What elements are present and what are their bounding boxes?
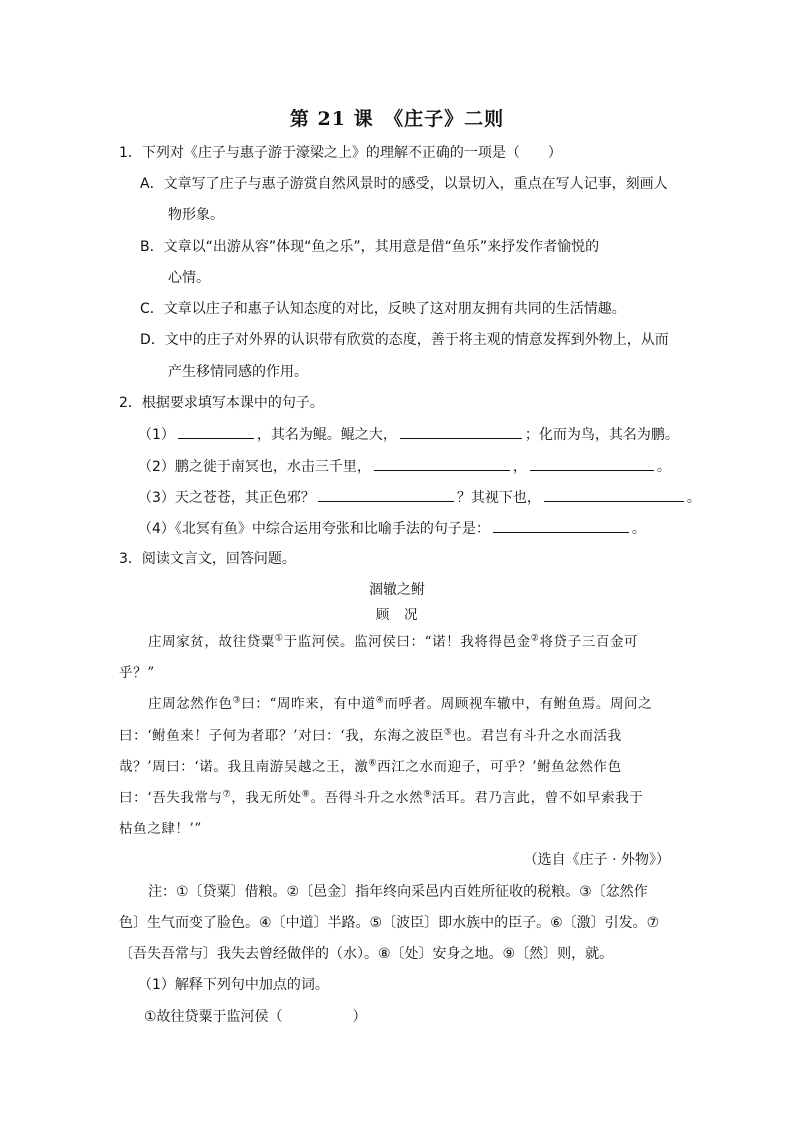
p2-text-g: 西江之水而迎子，可乎？’鲋鱼忿然作色	[377, 759, 622, 775]
fill-2-suffix: 。	[656, 459, 671, 475]
option-a-line-2: 物形象。	[168, 207, 224, 223]
passage-title: 涸辙之鲋	[369, 582, 425, 598]
passage-p2-line-2	[119, 726, 622, 746]
option-a-line-1: A．文章写了庄子与惠子游赏自然风景时的感受，以景切入，重点在写人记事，刻画人	[140, 176, 668, 192]
note-marker-3: ③	[232, 695, 242, 706]
p1-text-a: 庄周家贫，故往贷粟	[148, 634, 275, 650]
passage-source: （选自《庄子 · 外物》）	[523, 852, 670, 868]
p2-text-k: 活耳。君乃言此，曾不如早索我于	[431, 790, 644, 806]
fill-3-mid: ？其视下也，	[456, 490, 541, 506]
subquestion-1: （1）解释下列句中加点的词。	[138, 977, 329, 993]
passage-p1-line-1	[148, 632, 638, 652]
p2-text-c: 而呼者。周顾视车辙中，有鲋鱼焉。周问之	[384, 696, 653, 712]
p1-text-c: 将贷子三百金可	[539, 634, 639, 650]
question-2-stem: 2．根据要求填写本课中的句子。	[119, 395, 324, 411]
passage-author: 顾 况	[375, 607, 419, 623]
option-d-line-2: 产生移情同感的作用。	[168, 364, 308, 380]
answer-blank-4[interactable]	[493, 518, 629, 533]
subquestion-1-item-1: ①故往贷粟于监河侯（ ）	[144, 1009, 367, 1025]
note-marker-7: ⑦	[222, 789, 232, 800]
p2-text-e: 也。君岂有斗升之水而活我	[452, 728, 622, 744]
note-marker-8: ⑧	[301, 789, 311, 800]
answer-blank-1b[interactable]	[400, 424, 522, 439]
answer-blank-2a[interactable]	[374, 456, 510, 471]
question-1-stem: 1．下列对《庄子与惠子游于濠梁之上》的理解不正确的一项是（ ）	[119, 145, 562, 161]
fill-item-1	[138, 424, 679, 445]
fill-item-3	[138, 487, 701, 508]
note-marker-9: ⑨	[423, 789, 432, 800]
passage-p1-line-2: 乎？”	[119, 665, 155, 681]
p2-text-b: 曰：“周昨来，有中道	[241, 696, 376, 712]
p2-text-d: 曰：‘鲋鱼来！子何为者耶？’对曰：‘我，东海之波臣	[119, 728, 444, 744]
notes-line-3: 〔吾失吾常与〕我失去曾经做伴的（水）。⑧〔处〕安身之地。⑨〔然〕则，就。	[119, 946, 614, 962]
answer-blank-1a[interactable]	[178, 424, 254, 439]
option-b-line-1: B．文章以“出游从容”体现“鱼之乐”，其用意是借“鱼乐”来抒发作者愉悦的	[140, 239, 600, 255]
passage-p2-line-5: 枯鱼之肆！’”	[119, 821, 202, 837]
question-3-stem: 3．阅读文言文，回答问题。	[119, 551, 296, 567]
fill-3-suffix: 。	[686, 490, 701, 506]
notes-line-2: 色〕生气而变了脸色。④〔中道〕半路。⑤〔波臣〕即水族中的臣子。⑥〔激〕引发。⑦	[119, 915, 660, 931]
p2-text-j: 。吾得斗升之水然	[310, 790, 424, 806]
fill-4-prefix: （4）《北冥有鱼》中综合运用夸张和比喻手法的句子是：	[138, 521, 490, 537]
fill-item-2	[138, 456, 671, 477]
fill-1-prefix: （1）	[138, 427, 175, 443]
p2-text-f: 哉？’周曰：‘诺。我且南游吴越之王，激	[119, 759, 369, 775]
fill-1-suffix: ；化而为鸟，其名为鹏。	[524, 427, 679, 443]
lesson-title: 第 21 课 《庄子》二则	[289, 108, 505, 130]
note-marker-5: ⑤	[443, 727, 453, 738]
answer-blank-3b[interactable]	[544, 487, 684, 502]
passage-p2-line-3	[119, 757, 622, 777]
fill-2-prefix: （2）鹏之徙于南冥也，水击三千里，	[138, 459, 371, 475]
option-b-line-2: 心情。	[168, 270, 210, 286]
note-marker-6: ⑥	[368, 758, 378, 769]
p1-text-b: 于监河侯。监河侯曰：“诺！我将得邑金	[283, 634, 531, 650]
passage-p2-line-4	[119, 788, 643, 808]
note-marker-4: ④	[375, 695, 385, 706]
fill-4-suffix: 。	[631, 521, 646, 537]
fill-3-prefix: （3）天之苍苍，其正色邪？	[138, 490, 315, 506]
fill-item-4	[138, 518, 646, 539]
p2-text-i: ，我无所处	[231, 790, 302, 806]
note-marker-2: ②	[530, 633, 540, 644]
p2-text-h: 曰：‘吾失我常与	[119, 790, 223, 806]
answer-blank-3a[interactable]	[318, 487, 454, 502]
option-d-line-1: D．文中的庄子对外界的认识带有欣赏的态度，善于将主观的情意发挥到外物上，从而	[140, 332, 669, 348]
note-marker-1: ①	[274, 633, 284, 644]
answer-blank-2b[interactable]	[530, 456, 654, 471]
fill-1-mid: ，其名为鲲。鲲之大，	[256, 427, 397, 443]
fill-2-mid: ，	[512, 459, 527, 475]
option-c: C．文章以庄子和惠子认知态度的对比，反映了这对朋友拥有共同的生活情趣。	[140, 301, 626, 317]
notes-line-1: 注：①〔贷粟〕借粮。②〔邑金〕指年终向采邑内百姓所征收的税粮。③〔忿然作	[148, 884, 648, 900]
passage-p2-line-1	[148, 694, 652, 714]
p2-text-a: 庄周忿然作色	[148, 696, 233, 712]
